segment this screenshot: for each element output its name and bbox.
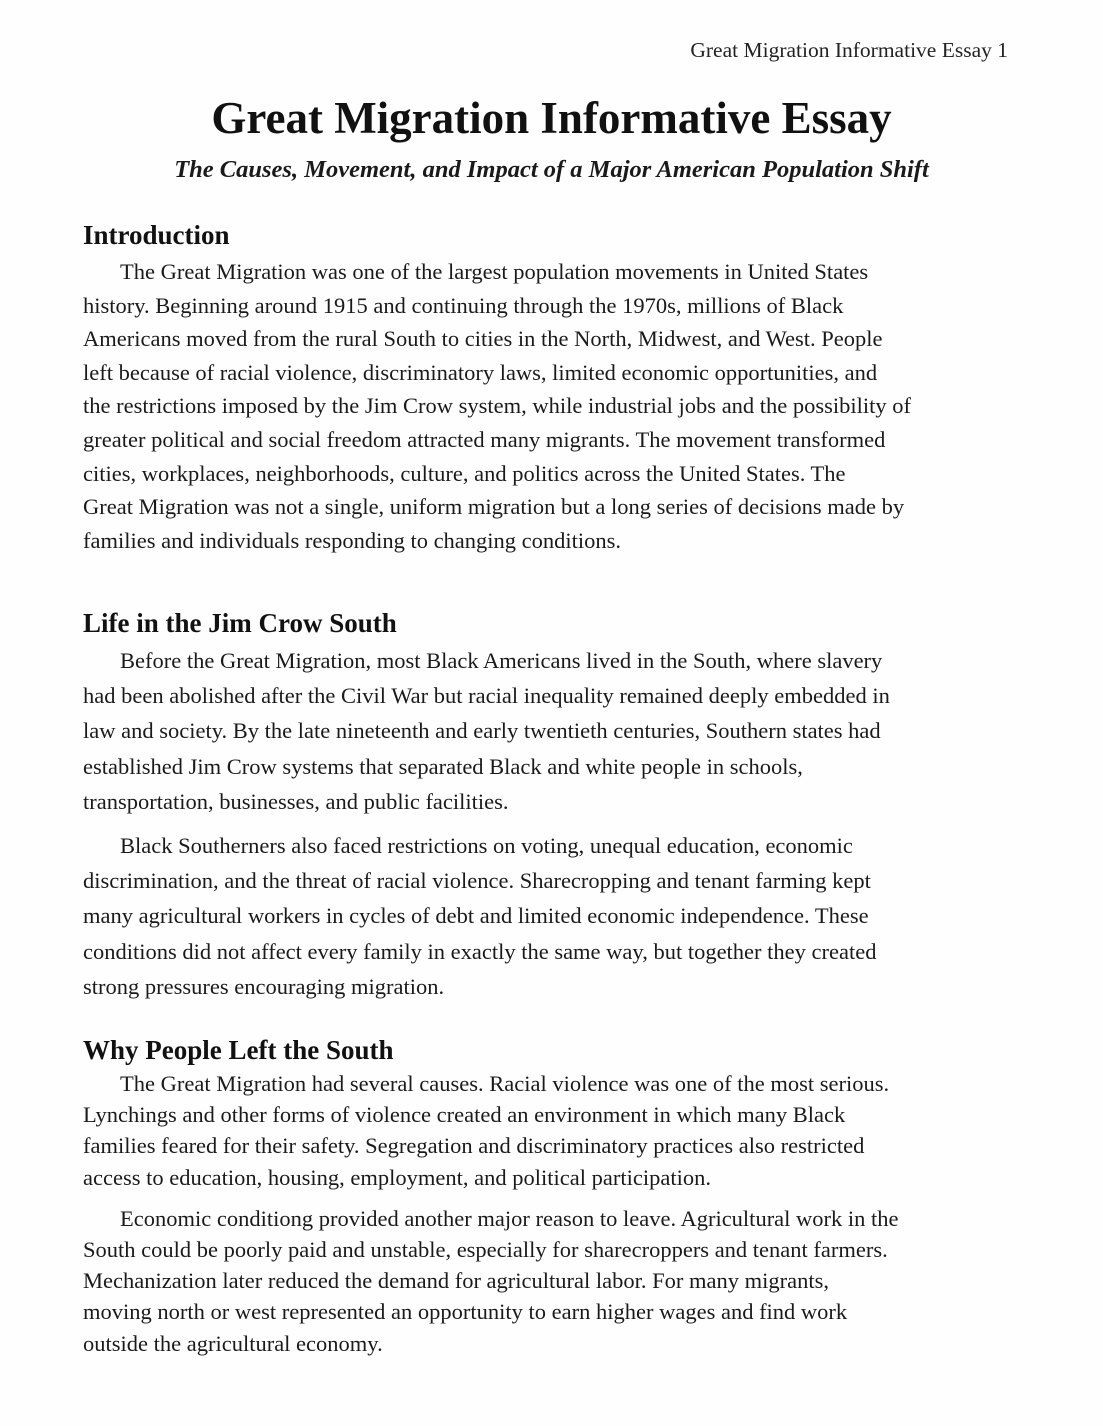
text-line: Black Southerners also faced restrictions on voting, unequal education, economic <box>120 833 853 859</box>
text-line: South could be poorly paid and unstable, especially for sharecroppers and tenant farmers. <box>83 1237 888 1263</box>
text-line: Americans moved from the rural South to cities in the North, Midwest, and West. People <box>83 326 883 352</box>
text-line: cities, workplaces, neighborhoods, culture, and politics across the United States. The <box>83 460 846 486</box>
running-header: Great Migration Informative Essay 1 <box>690 38 1008 62</box>
document-subtitle: The Causes, Movement, and Impact of a Major American Population Shift <box>174 156 929 183</box>
text-line: Lynchings and other forms of violence created an environment in which many Black <box>83 1102 846 1128</box>
text-line: discrimination, and the threat of racial violence. Sharecropping and tenant farming kept <box>83 868 871 894</box>
paragraph <box>83 1068 1013 1193</box>
section-heading: Life in the Jim Crow South <box>83 608 397 638</box>
section-introduction <box>83 215 1013 557</box>
text-line: The Great Migration had several causes. Racial violence was one of the most serious. <box>120 1071 890 1096</box>
section-why-people-left <box>83 1032 1013 1359</box>
paragraph <box>83 255 1013 557</box>
text-line: greater political and social freedom attracted many migrants. The movement transformed <box>83 426 886 452</box>
text-line: strong pressures encouraging migration. <box>83 973 445 999</box>
text-line: transportation, businesses, and public facilities. <box>83 788 509 814</box>
text-line: the restrictions imposed by the Jim Crow system, while industrial jobs and the possibility of <box>83 393 912 419</box>
text-line: established Jim Crow systems that separated Black and white people in schools, <box>83 753 803 779</box>
document-title: Great Migration Informative Essay <box>211 93 892 143</box>
text-line: moving north or west represented an opportunity to earn higher wages and find work <box>83 1299 848 1325</box>
text-line: Before the Great Migration, most Black Americans lived in the South, where slavery <box>120 648 883 673</box>
section-heading: Introduction <box>83 220 230 250</box>
text-line: many agricultural workers in cycles of debt and limited economic independence. These <box>83 903 869 929</box>
text-line: Great Migration was not a single, uniform migration but a long series of decisions made by <box>83 494 905 520</box>
text-line: The Great Migration was one of the largest population movements in United States <box>120 259 869 284</box>
section-jim-crow-south <box>83 603 1013 1004</box>
paragraph <box>83 828 1013 1004</box>
text-line: access to education, housing, employment, and political participation. <box>83 1164 711 1190</box>
text-line: left because of racial violence, discriminatory laws, limited economic opportunities, and <box>83 359 878 385</box>
text-line: conditions did not affect every family in exactly the same way, but together they created <box>83 938 877 964</box>
text-line: outside the agricultural economy. <box>83 1330 383 1356</box>
text-line: law and society. By the late nineteenth and early twentieth centuries, Southern states had <box>83 718 881 744</box>
paragraph <box>83 643 1013 819</box>
text-line: history. Beginning around 1915 and continuing through the 1970s, millions of Black <box>83 292 844 318</box>
text-line: families feared for their safety. Segregation and discriminatory practices also restricted <box>83 1133 865 1159</box>
text-line: had been abolished after the Civil War but racial inequality remained deeply embedded in <box>83 683 890 709</box>
text-line: families and individuals responding to changing conditions. <box>83 527 622 553</box>
text-line: Economic conditiong provided another major reason to leave. Agricultural work in the <box>120 1205 899 1231</box>
text-line: Mechanization later reduced the demand for agricultural labor. For many migrants, <box>83 1268 829 1294</box>
paragraph <box>83 1203 1013 1359</box>
section-heading: Why People Left the South <box>83 1035 394 1065</box>
